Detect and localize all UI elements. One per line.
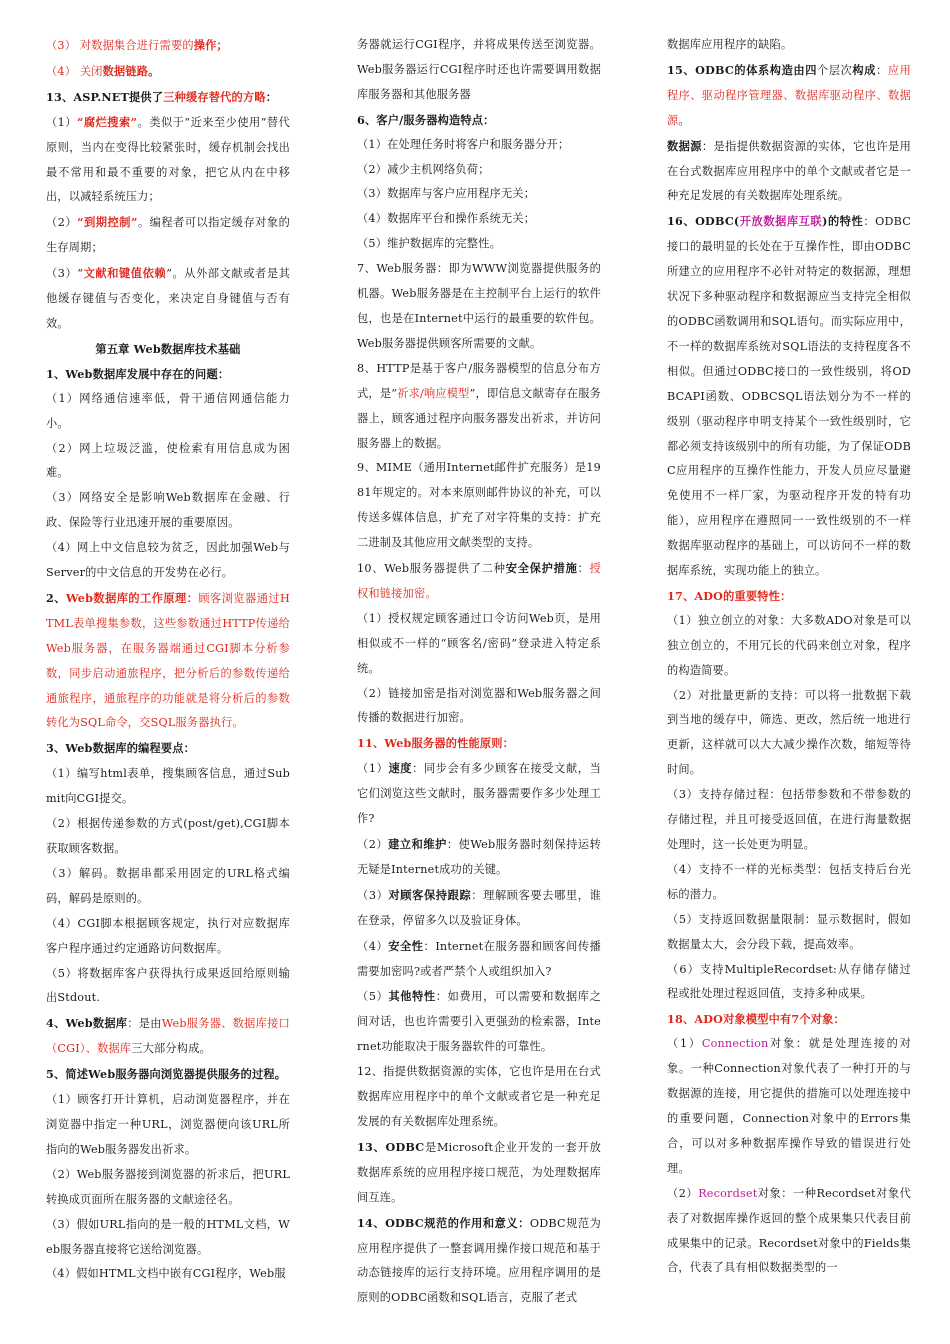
paragraph: （1）授权规定顾客通过口令访问Web页，是用相似或不一样的“顾客名/密码”登录进入特定系统。 [357, 611, 601, 675]
text-run: 。类似于“近来至少使用”替代原则，当内在变得比较紧张时，缓存机制会找出最不常用和最不重要的对象，把它从内在中移出，以减轻系统压力； [46, 115, 291, 204]
paragraph: 数据库应用程序的缺陷。 [667, 38, 793, 51]
text-run: （1） [667, 1037, 702, 1051]
text-run: 祈求/响应模型 [397, 386, 470, 400]
paragraph: （5）维护数据库的完整性。 [357, 237, 501, 251]
text-run: 是Microsoft企业开发的一套开放数据库系统的应用程序接口规范，为处理数据库间互连。 [357, 1140, 602, 1204]
paragraph [357, 832, 601, 883]
text-run: 16、ODBC( [667, 214, 740, 229]
text-run: （3） [357, 888, 389, 902]
paragraph [357, 883, 601, 934]
text-run: 开放数据库互联 [739, 214, 823, 229]
paragraph: （5）将数据库客户获得执行成果返回给原则输出Stdout. [46, 966, 290, 1005]
text-run: ： [876, 63, 888, 77]
text-run: ”，即信息文献寄存在服务器上，顾客通过程序向服务器发出祈求，并访问服务器上的数据。 [357, 386, 601, 450]
text-run: 。编程者可以指定缓存对象的生存周期； [46, 216, 291, 255]
text-run: ：使Web服务器时刻保持运转无疑是Internet成功的关键。 [357, 838, 601, 876]
paragraph: （2）网上垃圾泛滥，使检索有用信息成为困难。 [46, 441, 290, 480]
paragraph: （5）支持返回数据量限制：显示数据时，假如数据量太大，会分段下载，提高效率。 [667, 912, 911, 951]
text-run: 安全性 [388, 938, 424, 953]
paragraph [357, 756, 601, 832]
paragraph [46, 1062, 290, 1088]
text-run: 5、简述Web服务器向浏览器提供服务的 [46, 1067, 252, 1082]
text-run: 三大部分构成。 [131, 1042, 211, 1056]
paragraph [46, 362, 290, 387]
paragraph [667, 209, 911, 584]
text-run: ：如费用，可以需要和数据库之间对话，也也许需要引入更强劲的检索器，Internet功能取决于服务器软件的可靠性。 [357, 990, 601, 1054]
paragraph [46, 210, 290, 261]
text-run: 对象：一种Recordset对象代表了对数据库操作返回的整个成果集只代表目前成果集中的记录。Recordset对象中的Fields集合，代表了具有相似数据类型的一 [667, 1186, 911, 1275]
text-run: 授权和链接加密。 [357, 562, 602, 600]
text-run: 顾客浏览器通过HTML表单搜集参数，这些参数通过HTTP传递给Web服务器，在服务器端通过CGI脚本分析参数，同步启动通旅程序，把分析后的参数传递给通旅程序，通旅程序的功能就是将分析后的参数转化为SQL命令，交SQL服务器执行。 [46, 591, 290, 730]
text-run: （1） [357, 762, 389, 776]
paragraph [667, 58, 911, 134]
text-run: （2） [357, 838, 389, 851]
paragraph: （2）链接加密是指对浏览器和Web服务器之间传播的数据进行加密。 [357, 686, 601, 725]
text-run: 对象：就是处理连接的对象。一种Connection对象代表了一种打开的与数据源的连接，用它提供的措施可以处理连接中的重要问题，Connection对象中的Errors集合，可以对多种数据库操作导致的错误进行处理。 [667, 1037, 912, 1175]
text-run: （1） [46, 115, 77, 129]
column-2 [357, 33, 601, 1311]
paragraph [46, 33, 290, 59]
text-run: ：ODBC接口的最明显的长处在于互操作性，即由ODBC所建立的应用程序不必针对特定的数据源，理想状况下多种驱动程序和数据源应当支持完全相似的ODBC函数调用和SQL语句。而实际应用中，不一样的数据库系统对SQL语法的支持程度各不相似。但通过ODBC接口的一致性级别，将ODBCAPI函数、ODBCSQL语法划分为不一样的级别（驱动程序申明支持某个一致性级别时，它都必须支持该级别中的所有功能，为了保证ODBC应用程序的互操作性能力，开发人员应尽量避免使用不一样厂家，为驱动程序开发的特有功能），应用程序在遵照同一一致性级别的不一样数据库驱动程序的基础上，可以访问不一样的数据库系统，实现功能上的独立。 [667, 215, 912, 578]
text-run: （4） 关闭 [46, 64, 103, 78]
paragraph: 6、客户/服务器构造特点： [357, 112, 495, 127]
paragraph [46, 736, 290, 762]
text-run: 。 [678, 113, 690, 127]
text-run: （4） [357, 939, 389, 953]
text-run: 1、Web数据库发展中 [46, 366, 161, 381]
text-run: （2） [667, 1186, 699, 1200]
paragraph: （4）CGI脚本根据顾客规定，执行对应数据库客户程序通过约定通路访问数据库。 [46, 916, 290, 955]
paragraph: （4）假如HTML文档中嵌有CGI程序，Web服 [46, 1267, 286, 1281]
paragraph: （2）对批量更新的支持：可以将一批数据下载到当地的缓存中，筛选、更改，然后统一地进行更新，这样就可以大大减少操作次数，缩短等待时间。 [667, 688, 911, 777]
text-run: 个层次 [817, 63, 853, 77]
paragraph: 7、Web服务器：即为WWW浏览器提供服务的机器。Web服务器是在主控制平台上运行的软件包，也是在Internet中运行的最重要的软件包。Web服务器提供顾客所需要的文献。 [357, 262, 601, 350]
text-run: 四 [805, 62, 818, 77]
text-run: 8、HTTP是基于客户/服务器模型的信息分布方式，是“ [357, 361, 601, 400]
paragraph: 12、指提供数据资源的实体，它也许是用在台式数据库应用程序中的单个文献或者它是一种充足发展的有关数据库处理系统。 [357, 1065, 601, 1128]
paragraph [46, 110, 290, 211]
paragraph: （1）编写html表单，搜集顾客信息，通过Submit向CGI提交。 [46, 767, 290, 806]
text-run: 13、 [357, 1139, 386, 1154]
text-run: ODBC规范的作用和意义： [385, 1215, 530, 1230]
chapter-heading: 第五章 Web数据库技术基础 [95, 341, 241, 356]
text-run: ODBC规范为应用程序提供了一整套调用操作接口规范和基于动态链接库的运行支持环境。应用程序调用的是原则的ODBC函数和SQL语言，克服了老式 [357, 1216, 601, 1305]
paragraph: （1）独立创立的对象：大多数ADO对象是可以独立创立的，不用冗长的代码来创立对象，程序的构造简要。 [667, 613, 911, 677]
paragraph [667, 1032, 911, 1181]
text-run: 对顾客保持跟踪 [388, 887, 472, 902]
text-run: 操作； [193, 38, 228, 52]
paragraph [46, 59, 290, 85]
paragraph [667, 1182, 911, 1282]
paragraph: （3）假如URL指向的是一般的HTML文档，Web服务器直接将它送给浏览器。 [46, 1217, 290, 1256]
text-run: （3） 对数据集合进行需要的 [46, 39, 194, 52]
text-run: ODBC [385, 1139, 425, 1154]
text-run: 4、 [46, 1016, 66, 1031]
paragraph [357, 556, 601, 607]
paragraph: 9、MIME（通用Internet邮件扩充服务）是1981年规定的。对本来原则邮件协议的补充，可以传送多媒体信息，扩充了对字符集的支持：扩充二进制及其他应用文献类型的支持。 [357, 461, 601, 550]
text-run: ： [577, 562, 590, 576]
paragraph: （3）支持存储过程：包括带参数和不带参数的存储过程，并且可接受返回值，在进行海量数据处理时，这一长处更为明显。 [667, 788, 911, 851]
paragraph: （6）支持MultipleRecordset:从存储存储过程或批处理过程返回值，支持多种成果。 [667, 962, 911, 1001]
text-run: Web服务器、数据库接口（CGI）、数据库 [46, 1017, 290, 1056]
text-run: 数据链路。 [102, 63, 160, 78]
text-run: 10、Web服务器提供了二种 [357, 562, 506, 576]
paragraph [667, 134, 911, 210]
paragraph [357, 357, 601, 457]
paragraph: （1）顾客打开计算机，启动浏览器程序，并在浏览器中指定一种URL，浏览器便向该URL所指向的Web服务器发出祈求。 [46, 1093, 290, 1156]
paragraph: （1）网络通信速率低，骨干通信网通信能力小。 [46, 391, 290, 430]
paragraph [46, 261, 290, 337]
paragraph: （2）减少主机网络负荷； [357, 162, 490, 176]
paragraph: （2）Web服务器接到浏览器的祈求后，把URL转换成页面所在服务器的文献途径名。 [46, 1167, 290, 1206]
text-run: 应用程序、驱动程序管理器、数据库驱动程序、数据源 [667, 63, 912, 127]
text-run: 数据源 [667, 138, 702, 153]
text-run: 文献和键值依赖 [83, 266, 167, 281]
paragraph: （1）在处理任务时将客户和服务器分开； [357, 137, 570, 151]
paragraph [357, 934, 601, 985]
text-run: 13、ASP.NET提供了 [46, 89, 164, 104]
text-run: 构成 [852, 62, 877, 77]
text-run: 特性 [839, 214, 864, 229]
text-run: （3）“ [46, 267, 84, 281]
text-run: Recordset [698, 1186, 758, 1200]
paragraph: （3）网络安全是影响Web数据库在金融、行政、保险等行业迅速开展的重要原因。 [46, 491, 290, 530]
column-1 [46, 33, 290, 1287]
paragraph: 17、ADO的重要特性： [667, 588, 792, 603]
paragraph: 务器就运行CGI程序，并将成果传送至浏览器。Web服务器运行CGI程序时还也许需要调用数据库服务器和其他服务器 [357, 38, 601, 101]
text-run: Web数据库的工作原理： [65, 590, 199, 605]
text-run: ：是指提供数据资源的实体，它也许是用在台式数据库应用程序中的单个文献或者它是一种充足发展的有关数据库处理系统。 [667, 139, 911, 203]
paragraph [357, 1135, 601, 1211]
text-run: 其他特性 [388, 989, 436, 1004]
paragraph [46, 1011, 290, 1062]
column-3 [667, 33, 911, 1281]
text-run: 安全保护措施 [505, 561, 578, 576]
text-run: ：同步会有多少顾客在接受文献，当它们浏览这些文献时，服务器需要作多少处理工作? [357, 762, 602, 826]
paragraph [46, 586, 290, 736]
text-run: （2） [46, 216, 78, 230]
paragraph: （3）解码。数据串都采用固定的URL格式编码，解码是原则的。 [46, 866, 290, 905]
text-run: Connection [701, 1037, 769, 1051]
text-run: Web数据库 [65, 1016, 128, 1031]
text-run: “到期控制” [77, 215, 138, 230]
text-run: （5） [357, 990, 389, 1004]
text-run: ：Internet在服务器和顾客间传播需要加密吗?或者严禁个人或组织加入? [357, 939, 601, 978]
paragraph: （2）根据传递参数的方式(post/get),CGI脚本获取顾客数据。 [46, 817, 290, 855]
text-run: 15、ODBC的体系构造由 [667, 62, 806, 77]
paragraph: 11、Web服务器的性能原则： [357, 736, 515, 751]
text-run: ： [265, 89, 278, 104]
text-run: )的 [822, 214, 840, 229]
text-run: 14、 [357, 1215, 386, 1230]
text-run: 速度 [388, 761, 413, 776]
paragraph: （4）网上中文信息较为贫乏，因此加强Web与Server的中文信息的开发势在必行。 [46, 541, 290, 580]
text-run: 建立和维护 [388, 837, 447, 851]
paragraph: 18、ADO对象模型中有7个对象： [667, 1012, 845, 1027]
paragraph [46, 85, 290, 110]
text-run: 3、Web数据库的编程 [46, 741, 161, 756]
text-run: ”。从外部文献或者是其他缓存键值与否变化，来决定自身键值与否有效。 [46, 267, 291, 330]
text-run: ：是由 [127, 1017, 162, 1031]
text-run: 存在的问题： [160, 366, 230, 381]
text-run: 2、 [46, 590, 66, 605]
text-run: “腐烂搜索” [77, 114, 138, 129]
paragraph [357, 984, 601, 1060]
text-run: 要点： [160, 741, 196, 756]
paragraph [357, 1211, 601, 1312]
paragraph: （4）支持不一样的光标类型：包括支持后台光标的潜力。 [667, 862, 911, 901]
paragraph: （3）数据库与客户应用程序无关； [357, 187, 536, 201]
text-run: 三种缓存替代的方略 [163, 89, 266, 104]
text-run: 过程。 [252, 1067, 287, 1082]
text-run: ：理解顾客要去哪里，谁在登录，停留多久以及验证身体。 [357, 888, 602, 927]
paragraph: （4）数据库平台和操作系统无关； [357, 212, 536, 226]
